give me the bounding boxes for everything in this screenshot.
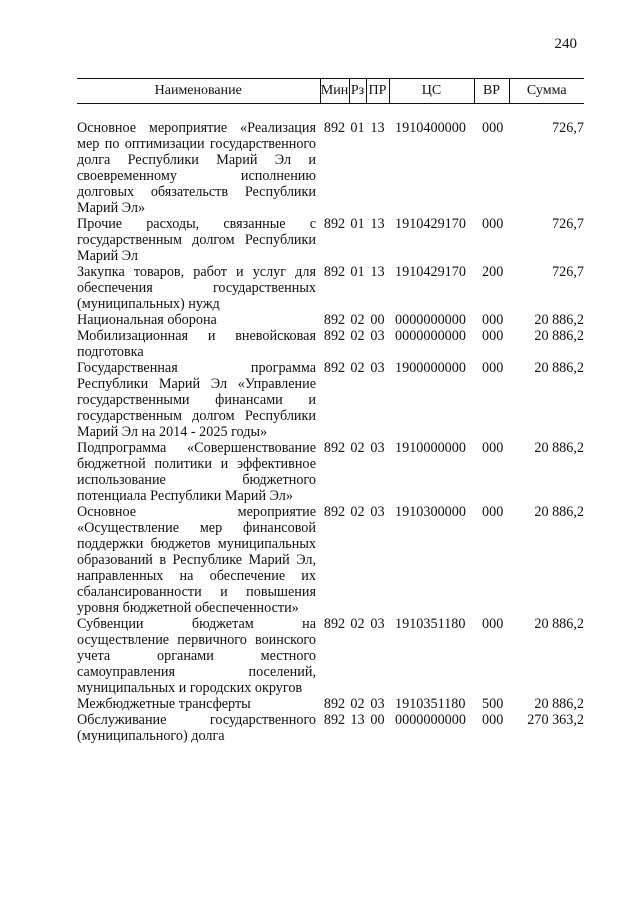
table-row [77,312,584,328]
header-rz: Рз [349,79,366,104]
row-name: Мобилизационная и вневойсковая подготовка [77,328,316,360]
header-row [77,79,584,104]
row-pr: 03 [370,328,385,344]
header-pr: ПР [366,79,389,104]
row-vr: 000 [482,120,504,136]
row-sum: 20 886,2 [534,360,584,376]
page-number: 240 [554,36,577,52]
table-row [77,616,584,696]
row-vr: 000 [482,328,504,344]
row-pr: 03 [370,360,385,376]
row-rz: 01 [350,264,365,280]
row-vr: 500 [482,696,504,712]
header-vr: ВР [474,79,509,104]
row-rz: 02 [350,440,365,456]
header-sum: Сумма [509,79,584,104]
header-name: Наименование [77,79,320,104]
row-sum: 20 886,2 [534,504,584,520]
header-min: Мин [320,79,349,104]
row-cs: 1910000000 [395,440,466,456]
row-rz: 02 [350,360,365,376]
row-name: Обслуживание государственного (муниципального) долга [77,712,316,744]
row-vr: 000 [482,312,504,328]
row-name: Государственная программа Республики Марий Эл «Управление государственными финансами и государственным долгом Республики Марий Эл на 2014 - 2025 годы» [77,360,316,440]
row-pr: 13 [370,264,385,280]
row-cs: 0000000000 [395,312,466,328]
table-body [77,104,584,745]
row-rz: 02 [350,328,365,344]
row-name: Основное мероприятие «Реализация мер по оптимизации государственного долга Республики Марий Эл и своевременному исполнению долговых обязательств Республики Марий Эл» [77,120,316,216]
budget-table [77,78,584,744]
row-cs: 1910300000 [395,504,466,520]
row-vr: 200 [482,264,504,280]
row-min: 892 [323,264,346,280]
row-sum: 726,7 [552,216,584,232]
row-cs: 1900000000 [395,360,466,376]
row-cs: 1910400000 [395,120,466,136]
row-sum: 20 886,2 [534,440,584,456]
row-rz: 02 [350,504,365,520]
row-name: Национальная оборона [77,312,217,328]
table-row [77,504,584,616]
row-vr: 000 [482,440,504,456]
row-min: 892 [323,120,346,136]
row-cs: 1910429170 [395,216,466,232]
row-sum: 20 886,2 [534,328,584,344]
row-sum: 20 886,2 [534,312,584,328]
row-min: 892 [323,328,346,344]
row-rz: 02 [350,312,365,328]
row-vr: 000 [482,360,504,376]
row-name: Прочие расходы, связанные с государственным долгом Республики Марий Эл [77,216,316,264]
row-rz: 01 [350,120,365,136]
header-cs: ЦС [389,79,474,104]
row-min: 892 [323,216,346,232]
row-pr: 03 [370,696,385,712]
row-min: 892 [323,712,346,728]
row-cs: 0000000000 [395,328,466,344]
row-sum: 726,7 [552,264,584,280]
row-min: 892 [323,312,346,328]
row-name: Подпрограмма «Совершенствование бюджетной политики и эффективное использование бюджетного потенциала Республики Марий Эл» [77,440,316,504]
row-sum: 726,7 [552,120,584,136]
row-rz: 01 [350,216,365,232]
row-pr: 13 [370,120,385,136]
row-vr: 000 [482,504,504,520]
row-rz: 02 [350,616,365,632]
row-cs: 0000000000 [395,712,466,728]
row-rz: 02 [350,696,365,712]
row-pr: 03 [370,504,385,520]
row-min: 892 [323,440,346,456]
row-pr: 00 [370,312,385,328]
table-row [77,328,584,360]
row-rz: 13 [350,712,365,728]
row-cs: 1910351180 [395,696,466,712]
row-sum: 20 886,2 [534,696,584,712]
table-row [77,696,584,712]
row-vr: 000 [482,616,504,632]
row-pr: 03 [370,440,385,456]
row-name: Закупка товаров, работ и услуг для обеспечения государственных (муниципальных) нужд [77,264,316,312]
row-name: Межбюджетные трансферты [77,696,251,712]
row-min: 892 [323,360,346,376]
table-row [77,264,584,312]
row-cs: 1910351180 [395,616,466,632]
table-row [77,440,584,504]
spacer-row [77,104,584,121]
row-pr: 13 [370,216,385,232]
row-pr: 00 [370,712,385,728]
row-name: Субвенции бюджетам на осуществление первичного воинского учета органами местного самоуправления поселений, муниципальных и городских округов [77,616,316,696]
table-row [77,712,584,744]
row-min: 892 [323,616,346,632]
table-row [77,216,584,264]
row-min: 892 [323,696,346,712]
row-pr: 03 [370,616,385,632]
row-sum: 270 363,2 [527,712,584,728]
row-cs: 1910429170 [395,264,466,280]
row-vr: 000 [482,216,504,232]
row-name: Основное мероприятие «Осуществление мер финансовой поддержки бюджетов муниципальных образований в Республике Марий Эл, направленных на обеспечение их сбалансированности и повышения уровня бюджетной обеспеченности» [77,504,316,616]
table-row [77,360,584,440]
row-vr: 000 [482,712,504,728]
table-row [77,120,584,216]
row-min: 892 [323,504,346,520]
row-sum: 20 886,2 [534,616,584,632]
